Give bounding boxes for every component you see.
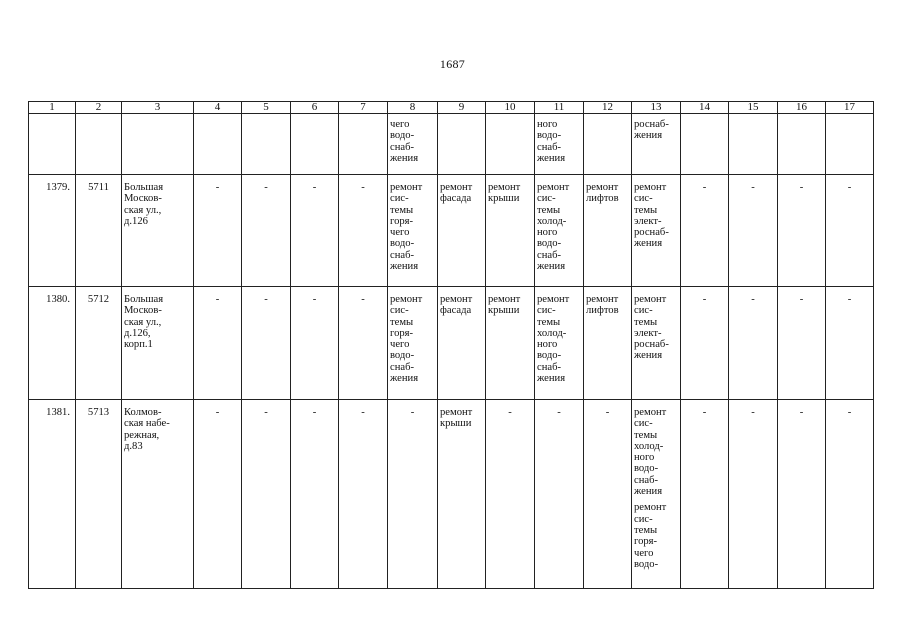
table-cell [632, 175, 681, 287]
cell-text: ремонт сис- темы элект- роснаб- жения [634, 182, 669, 250]
table-cell: - [729, 175, 778, 287]
repair-schedule-table [28, 101, 874, 589]
table-cell [388, 175, 438, 287]
cell-text: ремонт фасада [440, 182, 473, 205]
table-cell: - [681, 287, 729, 400]
table-cell: - [194, 400, 242, 589]
header-cell: 11 [535, 102, 584, 114]
table-cell: - [388, 400, 438, 589]
table-cell: - [729, 400, 778, 589]
table-cell [632, 114, 681, 175]
table-cell [438, 114, 486, 175]
cell-text: ремонт крыши [488, 182, 521, 205]
cell-text: ремонт крыши [440, 407, 473, 430]
table-cell [584, 287, 632, 400]
header-cell: 1 [29, 102, 76, 114]
object-code: 5713 [76, 400, 122, 589]
cell-text: чего водо- снаб- жения [390, 119, 419, 164]
address-text: Колмов- ская набе- режная, д.83 [124, 407, 170, 452]
table-cell: - [486, 400, 535, 589]
header-cell: 6 [291, 102, 339, 114]
table-cell: - [194, 287, 242, 400]
row-number: 1379. [29, 175, 76, 287]
table-cell: - [826, 287, 874, 400]
table-cell: - [291, 287, 339, 400]
cell-text: ремонт сис- темы горя- чего водо- [634, 502, 667, 570]
table-cell: - [242, 400, 291, 589]
table-cell: - [535, 400, 584, 589]
table-cell [778, 114, 826, 175]
header-cell: 8 [388, 102, 438, 114]
row-number: 1380. [29, 287, 76, 400]
table-cell [339, 114, 388, 175]
cell-text: ремонт сис- темы холод- ного водо- снаб- жения [537, 182, 570, 273]
table-cell [76, 114, 122, 175]
cell-text: ремонт лифтов [586, 294, 619, 317]
table-cell: - [242, 287, 291, 400]
header-cell: 13 [632, 102, 681, 114]
table-cell [535, 287, 584, 400]
table-cell [242, 114, 291, 175]
address-cell [122, 175, 194, 287]
table-cell [194, 114, 242, 175]
table-cell [486, 287, 535, 400]
table-cell [535, 175, 584, 287]
table-cell: - [778, 287, 826, 400]
address-cell [122, 287, 194, 400]
cell-text: ремонт крыши [488, 294, 521, 317]
cell-text: ремонт сис- темы горя- чего водо- снаб- жения [390, 182, 423, 273]
cell-text: ремонт фасада [440, 294, 473, 317]
table-cell: - [778, 400, 826, 589]
table-cell [681, 114, 729, 175]
page-number: 1687 [439, 57, 466, 71]
table-cell [729, 114, 778, 175]
header-cell: 4 [194, 102, 242, 114]
address-cell [122, 400, 194, 589]
table-cell: - [826, 175, 874, 287]
header-cell: 16 [778, 102, 826, 114]
table-cell: - [242, 175, 291, 287]
table-cell [29, 114, 76, 175]
table-cell [291, 114, 339, 175]
table-cell [438, 287, 486, 400]
address-text: Большая Москов- ская ул., д.126, корп.1 [124, 294, 164, 351]
header-cell: 15 [729, 102, 778, 114]
table-cell [826, 114, 874, 175]
table-cell [486, 175, 535, 287]
table-row [29, 287, 874, 400]
table-cell [632, 400, 681, 589]
header-cell: 10 [486, 102, 535, 114]
table-cell: - [729, 287, 778, 400]
cell-text: ремонт сис- темы холод- ного водо- снаб- жения [537, 294, 570, 385]
cell-text: ремонт сис- темы холод- ного водо- снаб- жения [634, 407, 667, 498]
cell-text: ного водо- снаб- жения [537, 119, 566, 164]
object-code: 5711 [76, 175, 122, 287]
table-cell: - [339, 175, 388, 287]
table-cell [388, 287, 438, 400]
table-cell [535, 114, 584, 175]
table-cell: - [339, 400, 388, 589]
table-cell [388, 114, 438, 175]
header-cell: 3 [122, 102, 194, 114]
table-cell: - [681, 400, 729, 589]
table-row [29, 175, 874, 287]
table-cell: - [681, 175, 729, 287]
header-cell: 14 [681, 102, 729, 114]
table-cell [438, 175, 486, 287]
header-cell: 9 [438, 102, 486, 114]
header-cell: 12 [584, 102, 632, 114]
column-number-header [29, 102, 874, 114]
cell-text: роснаб- жения [634, 119, 669, 142]
table-cell [122, 114, 194, 175]
continuation-row [29, 114, 874, 175]
table-cell [584, 175, 632, 287]
table-cell: - [291, 400, 339, 589]
table-cell: - [778, 175, 826, 287]
cell-text: ремонт сис- темы горя- чего водо- снаб- жения [390, 294, 423, 385]
table-cell: - [291, 175, 339, 287]
header-cell: 2 [76, 102, 122, 114]
table-cell: - [584, 400, 632, 589]
object-code: 5712 [76, 287, 122, 400]
table-cell [632, 287, 681, 400]
header-cell: 5 [242, 102, 291, 114]
table-cell: - [826, 400, 874, 589]
table-cell [438, 400, 486, 589]
header-cell: 17 [826, 102, 874, 114]
table-row [29, 400, 874, 589]
cell-text: ремонт сис- темы элект- роснаб- жения [634, 294, 669, 362]
address-text: Большая Москов- ская ул., д.126 [124, 182, 164, 227]
table-cell [486, 114, 535, 175]
cell-text: ремонт лифтов [586, 182, 619, 205]
table-cell: - [194, 175, 242, 287]
header-cell: 7 [339, 102, 388, 114]
table-cell: - [339, 287, 388, 400]
table-cell [584, 114, 632, 175]
row-number: 1381. [29, 400, 76, 589]
